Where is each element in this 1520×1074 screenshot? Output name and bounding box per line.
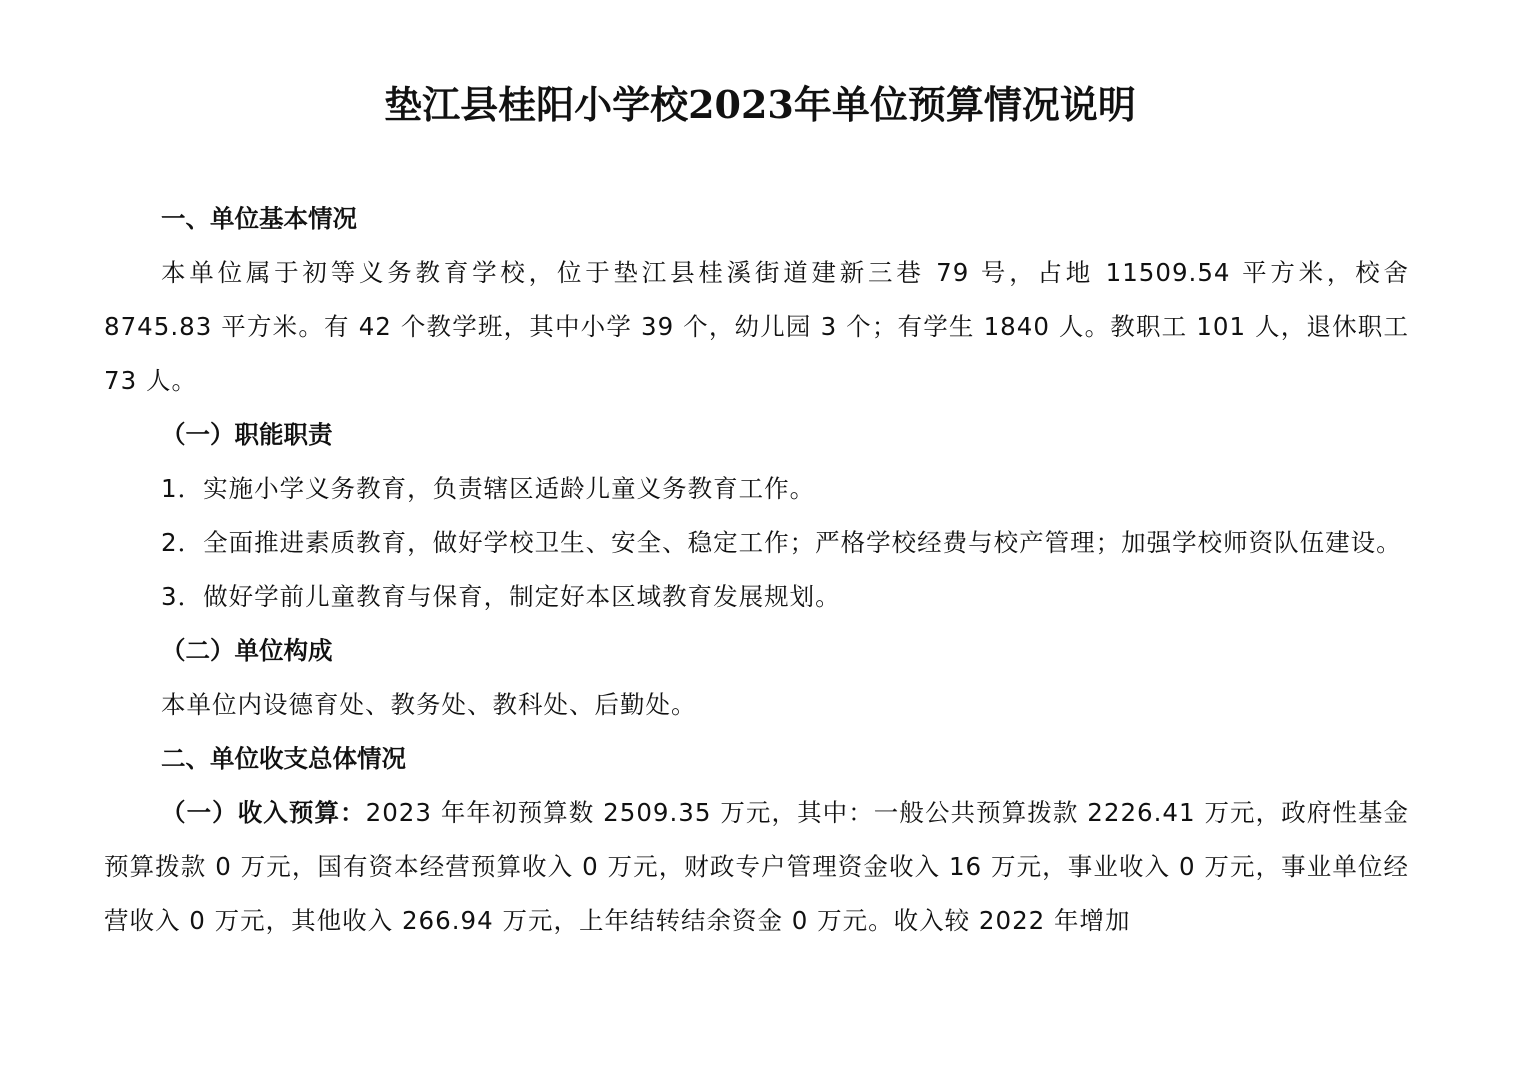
income-budget-lead: （一）收入预算： <box>161 798 366 827</box>
section-heading-basic-info: 一、单位基本情况 <box>161 204 357 233</box>
paragraph-income-budget <box>104 786 1409 948</box>
income-budget-text: 2023 年年初预算数 2509.35 万元，其中：一般公共预算拨款 2226.41 万元，政府性基金预算拨款 0 万元，国有资本经营预算收入 0 万元，财政专户管理资金收入 16 万元，事业收入 0 万元，事业单位经营收入 0 万元，其他收入 266.94 万元，上年结转结余资金 0 万元。收入较 2022 年增加 <box>104 798 1410 935</box>
subsection-heading-duties: （一）职能职责 <box>161 420 333 449</box>
section-heading-income-expense: 二、单位收支总体情况 <box>161 744 406 773</box>
paragraph-duty-1: 1．实施小学义务教育，负责辖区适龄儿童义务教育工作。 <box>161 474 816 503</box>
paragraph-duty-3: 3．做好学前儿童教育与保育，制定好本区域教育发展规划。 <box>161 582 841 611</box>
paragraph-unit-intro: 本单位属于初等义务教育学校，位于垫江县桂溪街道建新三巷 79 号，占地 11509.54 平方米，校舍 8745.83 平方米。有 42 个教学班，其中小学 39 个，幼儿园 3 个；有学生 1840 人。教职工 101 人，退休职工 73 人。 <box>104 258 1409 395</box>
paragraph-composition: 本单位内设德育处、教务处、教科处、后勤处。 <box>161 690 697 719</box>
subsection-heading-composition: （二）单位构成 <box>161 636 333 665</box>
document-title: 垫江县桂阳小学校2023年单位预算情况说明 <box>384 82 1136 127</box>
document-body <box>104 192 1409 948</box>
paragraph-duty-2: 2．全面推进素质教育，做好学校卫生、安全、稳定工作；严格学校经费与校产管理；加强学校师资队伍建设。 <box>161 528 1402 557</box>
